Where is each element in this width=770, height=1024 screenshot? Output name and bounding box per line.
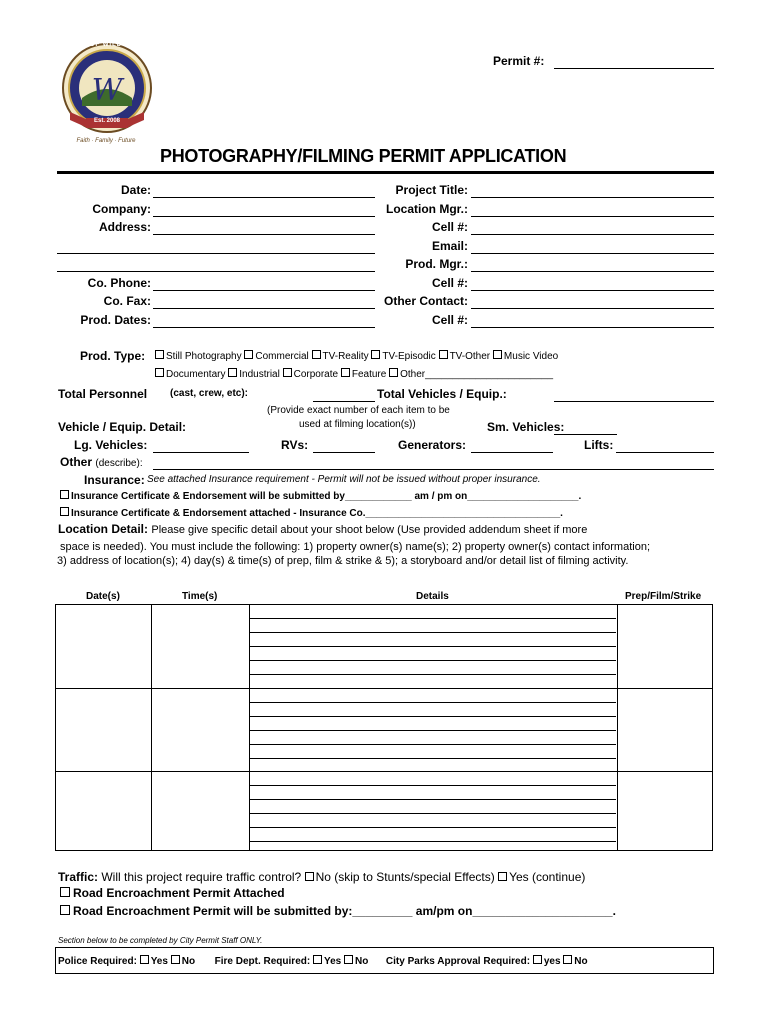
detail-line[interactable] xyxy=(250,827,616,828)
company-label: Company: xyxy=(92,202,151,216)
industrial-option[interactable]: Industrial xyxy=(228,369,280,380)
permit-number-field[interactable] xyxy=(554,68,714,69)
music-video-option[interactable]: Music Video xyxy=(493,351,558,362)
address-field-line2[interactable] xyxy=(57,253,375,254)
checkbox-icon xyxy=(171,955,180,964)
table-header-times: Time(s) xyxy=(182,591,218,602)
location-detail-text3: 3) address of location(s); 4) day(s) & time(s) of prep, film & strike & 5); a storyboard and/or detail list of filming activity. xyxy=(57,555,629,567)
other-contact-label: Other Contact: xyxy=(384,294,468,308)
location-mgr-cell-label: Cell #: xyxy=(431,220,468,234)
detail-line[interactable] xyxy=(250,785,616,786)
detail-line[interactable] xyxy=(250,674,616,675)
prod-mgr-cell-field[interactable] xyxy=(471,290,714,291)
traffic-yes-option[interactable]: Yes (continue) xyxy=(498,870,585,884)
checkbox-icon xyxy=(283,368,292,377)
detail-line[interactable] xyxy=(250,799,616,800)
company-field[interactable] xyxy=(153,216,375,217)
checkbox-icon xyxy=(305,872,314,881)
staff-note: Section below to be completed by City Permit Staff ONLY. xyxy=(58,936,263,945)
checkbox-icon xyxy=(533,955,542,964)
road-permit-attached-option[interactable]: Road Encroachment Permit Attached xyxy=(60,886,285,900)
checkbox-icon xyxy=(493,350,502,359)
table-col-divider xyxy=(617,604,618,851)
vehicle-detail-label: Vehicle / Equip. Detail: xyxy=(58,420,187,434)
police-yes-option[interactable]: Yes xyxy=(140,956,168,967)
checkbox-icon xyxy=(371,350,380,359)
total-personnel-field[interactable] xyxy=(313,401,375,402)
address-field-line3[interactable] xyxy=(57,271,375,272)
other-option[interactable]: Other_______________________ xyxy=(389,369,553,380)
detail-line[interactable] xyxy=(250,758,616,759)
checkbox-icon xyxy=(563,955,572,964)
lg-vehicles-field[interactable] xyxy=(153,452,249,453)
location-mgr-field[interactable] xyxy=(471,216,714,217)
checkbox-icon xyxy=(60,887,70,897)
co-phone-label: Co. Phone: xyxy=(87,276,151,290)
insurance-submitted-option[interactable]: Insurance Certificate & Endorsement will be submitted by____________ am / pm on____________________. xyxy=(60,490,581,502)
prod-mgr-cell-label: Cell #: xyxy=(431,276,468,290)
detail-line[interactable] xyxy=(250,702,616,703)
fire-no-option[interactable]: No xyxy=(344,956,368,967)
table-row-divider xyxy=(55,688,713,689)
generators-field[interactable] xyxy=(471,452,553,453)
insurance-note: See attached Insurance requirement - Permit will not be issued without proper insurance. xyxy=(147,474,541,485)
table-header-dates: Date(s) xyxy=(86,591,120,602)
co-fax-label: Co. Fax: xyxy=(103,294,151,308)
checkbox-icon xyxy=(498,872,507,881)
road-permit-submitted-option[interactable]: Road Encroachment Permit will be submitted by:_________ am/pm on_____________________. xyxy=(60,904,616,918)
checkbox-icon xyxy=(389,368,398,377)
location-detail-text2: space is needed). You must include the following: 1) property owner(s) name(s); 2) property owner(s) contact information; xyxy=(60,541,651,553)
co-fax-field[interactable] xyxy=(153,308,375,309)
prod-mgr-label: Prod. Mgr.: xyxy=(405,257,468,271)
commercial-option[interactable]: Commercial xyxy=(244,351,308,362)
documentary-option[interactable]: Documentary xyxy=(155,369,225,380)
address-label: Address: xyxy=(98,220,151,234)
project-title-label: Project Title: xyxy=(395,183,468,197)
svg-text:W: W xyxy=(91,73,123,108)
feature-option[interactable]: Feature xyxy=(341,369,386,380)
checkbox-icon xyxy=(60,490,69,499)
table-col-divider xyxy=(151,604,152,851)
generators-label: Generators: xyxy=(398,438,467,452)
sm-vehicles-field[interactable] xyxy=(554,434,617,435)
checkbox-icon xyxy=(60,507,69,516)
other-contact-cell-field[interactable] xyxy=(471,327,714,328)
insurance-label: Insurance: xyxy=(84,473,145,487)
tv-episodic-option[interactable]: TV-Episodic xyxy=(371,351,435,362)
other-contact-cell-label: Cell #: xyxy=(431,313,468,327)
tv-other-option[interactable]: TV-Other xyxy=(439,351,491,362)
other-contact-field[interactable] xyxy=(471,308,714,309)
location-mgr-label: Location Mgr.: xyxy=(386,202,468,216)
fire-yes-option[interactable]: Yes xyxy=(313,956,341,967)
police-no-option[interactable]: No xyxy=(171,956,195,967)
location-detail-text1: Location Detail: Please give specific detail about your shoot below (Use provided addendum sheet if more xyxy=(58,522,588,536)
total-personnel-label: Total Personnel xyxy=(58,387,148,401)
provide-note-2: used at filming location(s)) xyxy=(299,419,416,430)
other-describe-field[interactable] xyxy=(153,469,714,470)
checkbox-icon xyxy=(313,955,322,964)
detail-line[interactable] xyxy=(250,813,616,814)
lg-vehicles-label: Lg. Vehicles: xyxy=(74,438,148,452)
total-personnel-note: (cast, crew, etc): xyxy=(170,388,248,399)
provide-note-1: (Provide exact number of each item to be xyxy=(267,405,450,416)
prod-dates-field[interactable] xyxy=(153,327,375,328)
detail-line[interactable] xyxy=(250,841,616,842)
checkbox-icon xyxy=(140,955,149,964)
seal-established: Est. 2008 xyxy=(93,118,121,124)
checkbox-icon xyxy=(228,368,237,377)
detail-line[interactable] xyxy=(250,632,616,633)
other-describe-label: Other (describe): xyxy=(60,455,143,469)
total-vehicles-label: Total Vehicles / Equip.: xyxy=(377,387,507,401)
tv-reality-option[interactable]: TV-Reality xyxy=(312,351,369,362)
prod-type-label: Prod. Type: xyxy=(80,349,146,363)
traffic-question: Traffic: Will this project require traffic control? No (skip to Stunts/special Effects) Yes (continue) xyxy=(58,870,586,884)
detail-line[interactable] xyxy=(250,730,616,731)
lifts-label: Lifts: xyxy=(584,438,614,452)
project-title-field[interactable] xyxy=(471,197,714,198)
checkbox-icon xyxy=(244,350,253,359)
checkbox-icon xyxy=(312,350,321,359)
title-rule xyxy=(57,171,714,174)
seal-name: CITY OF WILDOMAR xyxy=(69,42,145,48)
detail-line[interactable] xyxy=(250,618,616,619)
total-vehicles-field[interactable] xyxy=(554,401,714,402)
address-field[interactable] xyxy=(153,234,375,235)
prod-type-row1 xyxy=(155,350,558,362)
still-photography-option[interactable]: Still Photography xyxy=(155,351,242,362)
table-header-details: Details xyxy=(416,591,449,602)
corporate-option[interactable]: Corporate xyxy=(283,369,338,380)
checkbox-icon xyxy=(344,955,353,964)
checkbox-icon xyxy=(60,905,70,915)
permit-number-label: Permit #: xyxy=(493,54,545,68)
prod-mgr-field[interactable] xyxy=(471,271,714,272)
prod-dates-label: Prod. Dates: xyxy=(80,313,151,327)
location-mgr-cell-field[interactable] xyxy=(471,234,714,235)
date-label: Date: xyxy=(120,183,151,197)
prod-type-row2 xyxy=(155,368,553,380)
page-title: PHOTOGRAPHY/FILMING PERMIT APPLICATION xyxy=(160,146,567,166)
table-header-prep: Prep/Film/Strike xyxy=(625,591,702,602)
seal-motto: Faith · Family · Future xyxy=(76,138,136,144)
parks-no-option[interactable]: No xyxy=(563,956,587,967)
co-phone-field[interactable] xyxy=(153,290,375,291)
email-field[interactable] xyxy=(471,253,714,254)
table-row-divider xyxy=(55,771,713,772)
sm-vehicles-label: Sm. Vehicles: xyxy=(487,420,565,434)
insurance-attached-option[interactable]: Insurance Certificate & Endorsement attached - Insurance Co.___________________________________. xyxy=(60,507,563,519)
detail-line[interactable] xyxy=(250,646,616,647)
rvs-field[interactable] xyxy=(313,452,375,453)
checkbox-icon xyxy=(341,368,350,377)
date-field[interactable] xyxy=(153,197,375,198)
staff-row: Police Required: Yes No Fire Dept. Required: Yes No City Parks Approval Required: yes No xyxy=(58,956,588,967)
traffic-no-option[interactable]: No (skip to Stunts/special Effects) xyxy=(305,870,495,884)
email-label: Email: xyxy=(431,239,468,253)
rvs-label: RVs: xyxy=(281,438,309,452)
checkbox-icon xyxy=(155,350,164,359)
detail-line[interactable] xyxy=(250,744,616,745)
checkbox-icon xyxy=(439,350,448,359)
parks-yes-option[interactable]: yes xyxy=(533,956,561,967)
checkbox-icon xyxy=(155,368,164,377)
seal-graphic xyxy=(52,40,162,150)
city-seal xyxy=(52,40,162,150)
detail-line[interactable] xyxy=(250,660,616,661)
lifts-field[interactable] xyxy=(616,452,714,453)
detail-line[interactable] xyxy=(250,716,616,717)
